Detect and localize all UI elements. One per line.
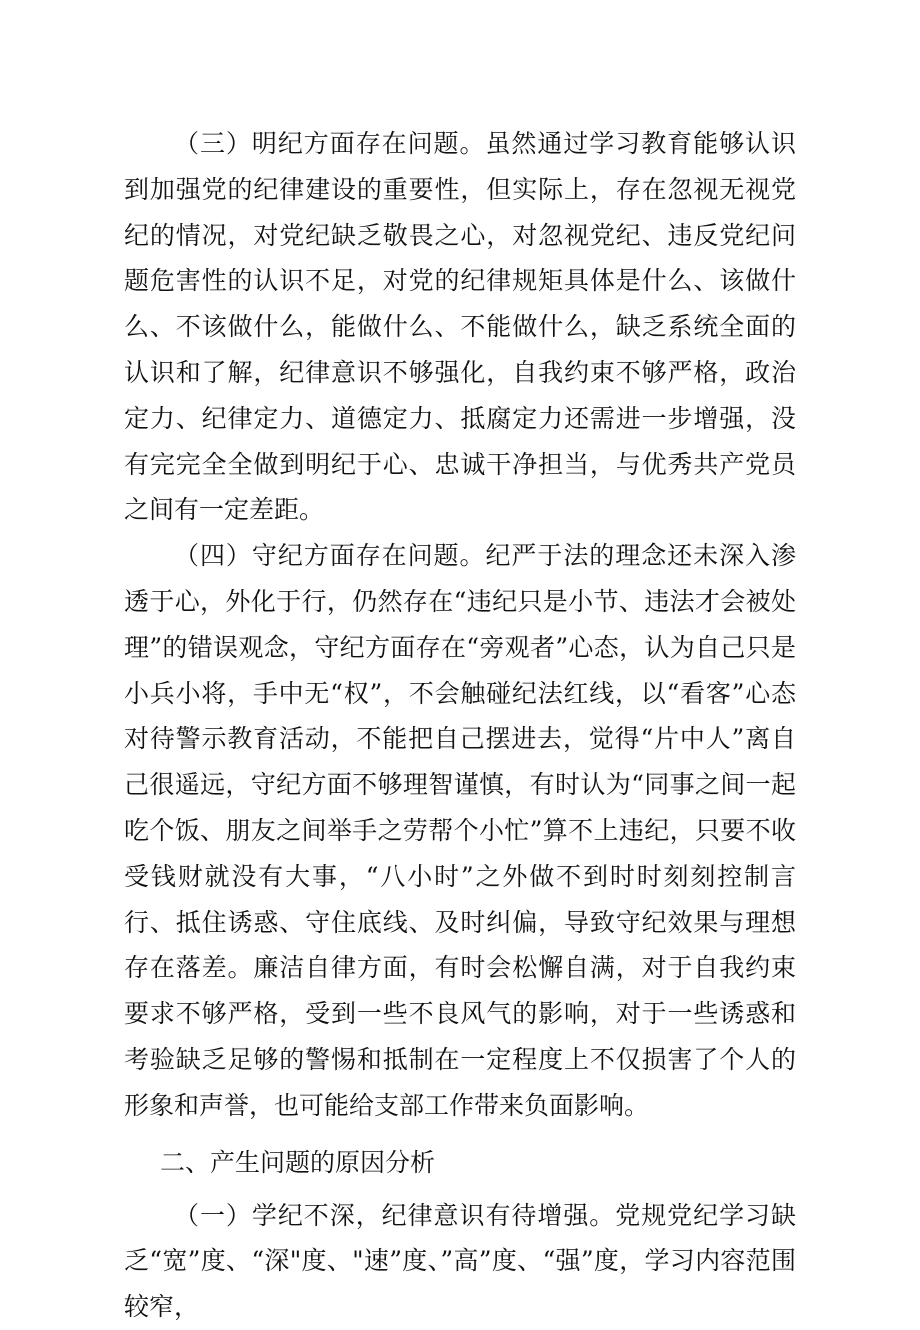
section-heading: 二、产生问题的原因分析 xyxy=(160,1147,436,1177)
paragraph-mingji: （三）明纪方面存在问题。虽然通过学习教育能够认识到加强党的纪律建设的重要性，但实际上，存在忽视无视党纪的情况，对党纪缺乏敬畏之心，对忽视党纪、违反党纪问题危害性的认识不足，对党的纪律规矩具体是什么、该做什么、不该做什么，能做什么、不能做什么，缺乏系统全面的认识和了解，纪律意识不够强化，自我约束不够严格，政治定力、纪律定力、道德定力、抵腐定力还需进一步增强，没有完完全全做到明纪于心、忠诚干净担当，与优秀共产党员之间有一定差距。 xyxy=(124,129,796,525)
document-body xyxy=(124,121,796,1330)
paragraph-xueji: （一）学纪不深，纪律意识有待增强。党规党纪学习缺乏“宽”度、“深"度、"速”度、”高”度、“强”度，学习内容范围较窄， xyxy=(124,1200,796,1322)
paragraph-shouji: （四）守纪方面存在问题。纪严于法的理念还未深入渗透于心，外化于行，仍然存在“违纪只是小节、违法才会被处理”的错误观念，守纪方面存在“旁观者”心态，认为自己只是小兵小将，手中无“权”，不会触碰纪法红线，以“看客”心态对待警示教育活动，不能把自己摆进去，觉得“片中人”离自己很遥远，守纪方面不够理智谨慎，有时认为“同事之间一起吃个饭、朋友之间举手之劳帮个小忙”算不上违纪，只要不收受钱财就没有大事，“八小时”之外做不到时时刻刻控制言行、抵住诱惑、守住底线、及时纠偏，导致守纪效果与理想存在落差。廉洁自律方面，有时会松懈自满，对于自我约束要求不够严格，受到一些不良风气的影响，对于一些诱惑和考验缺乏足够的警惕和抵制在一定程度上不仅损害了个人的形象和声誉，也可能给支部工作带来负面影响。 xyxy=(124,541,796,1120)
